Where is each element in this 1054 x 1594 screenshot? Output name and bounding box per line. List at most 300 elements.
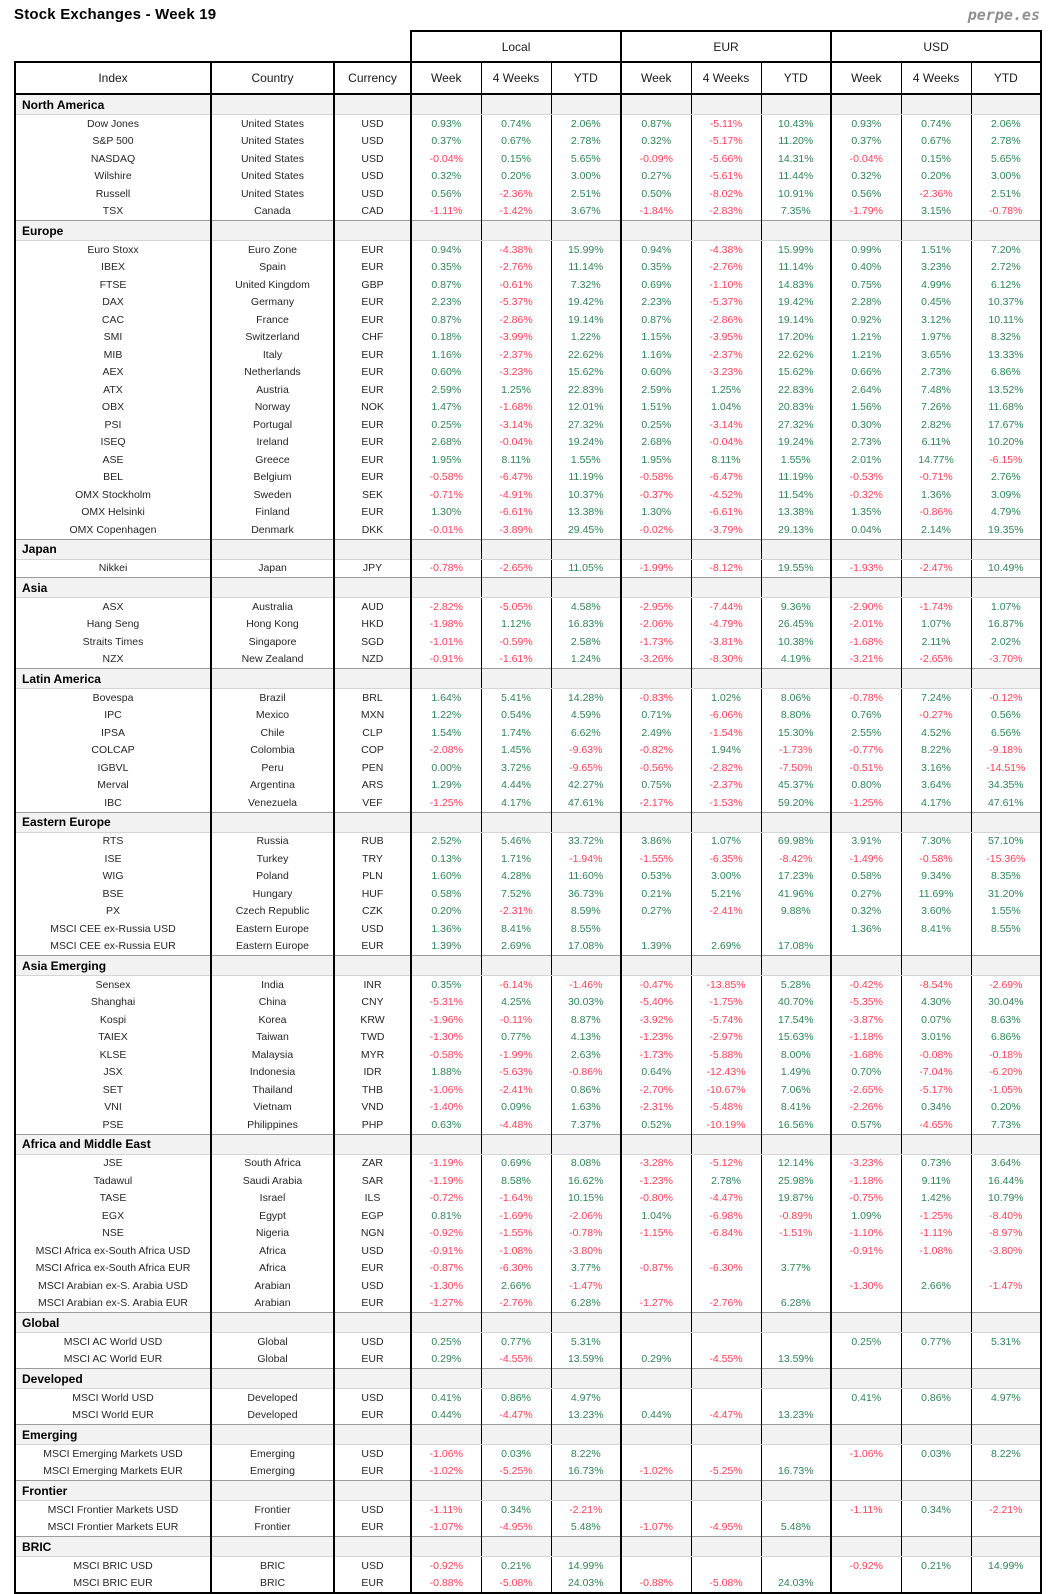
value-cell: 17.08% [761, 938, 831, 956]
value-cell: 0.71% [621, 707, 691, 725]
value-cell: 0.67% [481, 133, 551, 151]
currency-cell: EUR [334, 259, 411, 277]
value-cell: -0.77% [831, 742, 901, 760]
country-cell: Ireland [211, 434, 334, 452]
value-cell: 2.06% [551, 115, 621, 133]
currency-cell: HKD [334, 616, 411, 634]
index-cell: IPC [15, 707, 211, 725]
value-cell: -3.14% [481, 416, 551, 434]
currency-cell: EUR [334, 364, 411, 382]
section-title: Developed [15, 1369, 211, 1389]
value-cell: 2.28% [831, 294, 901, 312]
value-cell [621, 1501, 691, 1519]
value-cell: 8.00% [761, 1046, 831, 1064]
section-cell [691, 539, 761, 559]
table-row [15, 364, 1041, 382]
section-cell [621, 578, 691, 598]
value-cell: -0.80% [621, 1190, 691, 1208]
value-cell [901, 1295, 971, 1313]
value-cell: 3.77% [551, 1260, 621, 1278]
table-row [15, 651, 1041, 669]
value-cell: -8.40% [971, 1207, 1041, 1225]
value-cell: 7.48% [901, 381, 971, 399]
section-cell [481, 812, 551, 832]
value-cell: 0.03% [901, 1445, 971, 1463]
currency-cell: EGP [334, 1207, 411, 1225]
country-cell: Frontier [211, 1501, 334, 1519]
section-cell [334, 1369, 411, 1389]
index-cell: KLSE [15, 1046, 211, 1064]
country-cell: United States [211, 150, 334, 168]
value-cell: -8.30% [691, 651, 761, 669]
value-cell: 5.65% [971, 150, 1041, 168]
currency-cell: PEN [334, 759, 411, 777]
index-cell: OMX Stockholm [15, 486, 211, 504]
value-cell: -2.86% [481, 311, 551, 329]
table-row [15, 1295, 1041, 1313]
section-cell [481, 1425, 551, 1445]
value-cell: -0.86% [551, 1064, 621, 1082]
value-cell: 0.29% [411, 1351, 481, 1369]
section-cell [901, 578, 971, 598]
value-cell: 1.04% [621, 1207, 691, 1225]
value-cell: 10.11% [971, 311, 1041, 329]
value-cell [901, 1260, 971, 1278]
country-cell: Austria [211, 381, 334, 399]
value-cell: 19.87% [761, 1190, 831, 1208]
value-cell: 1.39% [411, 938, 481, 956]
country-cell: Developed [211, 1389, 334, 1407]
value-cell: 19.55% [761, 559, 831, 578]
value-cell: -4.48% [481, 1116, 551, 1134]
section-cell [551, 1134, 621, 1154]
value-cell: 9.11% [901, 1172, 971, 1190]
value-cell [621, 1333, 691, 1351]
table-row [15, 1046, 1041, 1064]
value-cell: 13.59% [551, 1351, 621, 1369]
index-cell: FTSE [15, 276, 211, 294]
value-cell: 5.41% [481, 689, 551, 707]
value-cell: -2.41% [691, 903, 761, 921]
value-cell: -0.58% [411, 469, 481, 487]
value-cell: 11.60% [551, 868, 621, 886]
value-cell: -3.80% [971, 1242, 1041, 1260]
country-cell: Korea [211, 1011, 334, 1029]
section-cell [761, 94, 831, 115]
section-cell [481, 1481, 551, 1501]
value-cell [971, 1351, 1041, 1369]
value-cell: -2.17% [621, 794, 691, 812]
value-cell: -2.37% [481, 346, 551, 364]
value-cell: -3.87% [831, 1011, 901, 1029]
value-cell: 34.35% [971, 777, 1041, 795]
value-cell: 5.21% [691, 885, 761, 903]
country-cell: Arabian [211, 1295, 334, 1313]
country-cell: United Kingdom [211, 276, 334, 294]
value-cell: 3.91% [831, 832, 901, 850]
section-cell [334, 1481, 411, 1501]
value-cell: 25.98% [761, 1172, 831, 1190]
value-cell: 8.55% [551, 920, 621, 938]
value-cell: -3.79% [691, 521, 761, 539]
value-cell: -1.68% [831, 633, 901, 651]
value-cell: 0.99% [831, 241, 901, 259]
index-cell: Hang Seng [15, 616, 211, 634]
value-cell: 0.58% [411, 885, 481, 903]
index-cell: IGBVL [15, 759, 211, 777]
value-cell: 8.41% [481, 920, 551, 938]
value-cell: 0.27% [831, 885, 901, 903]
value-cell: -3.23% [831, 1154, 901, 1172]
value-cell: -1.25% [411, 794, 481, 812]
section-cell [691, 1369, 761, 1389]
currency-cell: INR [334, 976, 411, 994]
value-cell [621, 1242, 691, 1260]
value-cell: 2.59% [411, 381, 481, 399]
table-row [15, 504, 1041, 522]
section-cell [411, 539, 481, 559]
value-cell: -6.61% [481, 504, 551, 522]
country-cell: United States [211, 185, 334, 203]
table-row [15, 168, 1041, 186]
value-cell: -3.70% [971, 651, 1041, 669]
country-cell: Saudi Arabia [211, 1172, 334, 1190]
section-cell [334, 812, 411, 832]
value-cell: 16.56% [761, 1116, 831, 1134]
table-row [15, 329, 1041, 347]
value-cell: 14.99% [971, 1557, 1041, 1575]
value-cell: 36.73% [551, 885, 621, 903]
section-cell [691, 1425, 761, 1445]
value-cell: -10.19% [691, 1116, 761, 1134]
value-cell: -0.42% [831, 976, 901, 994]
section-cell [761, 669, 831, 689]
value-cell: 22.62% [761, 346, 831, 364]
value-cell: 1.56% [831, 399, 901, 417]
section-cell [334, 1134, 411, 1154]
table-row [15, 1116, 1041, 1134]
value-cell: 1.22% [411, 707, 481, 725]
section-title: Eastern Europe [15, 812, 211, 832]
value-cell: 6.11% [901, 434, 971, 452]
value-cell: 6.28% [761, 1295, 831, 1313]
value-cell: -14.51% [971, 759, 1041, 777]
value-cell: -2.01% [831, 616, 901, 634]
section-cell [551, 221, 621, 241]
currency-cell: NGN [334, 1225, 411, 1243]
section-row [15, 94, 1041, 115]
table-row [15, 885, 1041, 903]
value-cell: 0.37% [411, 133, 481, 151]
value-cell: 2.58% [551, 633, 621, 651]
value-cell: -1.73% [621, 1046, 691, 1064]
value-cell [971, 1407, 1041, 1425]
section-cell [971, 1425, 1041, 1445]
value-cell: 7.32% [551, 276, 621, 294]
currency-cell: USD [334, 1445, 411, 1463]
currency-cell: EUR [334, 938, 411, 956]
value-cell: -6.06% [691, 707, 761, 725]
country-cell: Canada [211, 203, 334, 221]
value-cell: -9.63% [551, 742, 621, 760]
currency-cell: GBP [334, 276, 411, 294]
country-cell: South Africa [211, 1154, 334, 1172]
table-row [15, 920, 1041, 938]
section-title: Europe [15, 221, 211, 241]
index-cell: Nikkei [15, 559, 211, 578]
country-cell: Denmark [211, 521, 334, 539]
currency-cell: CHF [334, 329, 411, 347]
value-cell: -1.47% [551, 1277, 621, 1295]
value-cell: -0.78% [551, 1225, 621, 1243]
value-cell: 2.63% [551, 1046, 621, 1064]
value-cell: 19.24% [551, 434, 621, 452]
value-cell: -0.08% [901, 1046, 971, 1064]
section-cell [761, 1313, 831, 1333]
value-cell: 3.23% [901, 259, 971, 277]
value-cell: 0.56% [411, 185, 481, 203]
value-cell: -1.07% [621, 1519, 691, 1537]
value-cell: -15.36% [971, 850, 1041, 868]
value-cell: 1.95% [621, 451, 691, 469]
value-cell: 7.20% [971, 241, 1041, 259]
value-cell: -0.04% [411, 150, 481, 168]
value-cell: 7.24% [901, 689, 971, 707]
value-cell: -0.78% [831, 689, 901, 707]
value-cell: 0.87% [621, 115, 691, 133]
country-cell: Global [211, 1351, 334, 1369]
value-cell: 5.31% [971, 1333, 1041, 1351]
value-cell: 7.06% [761, 1081, 831, 1099]
value-cell: -2.97% [691, 1029, 761, 1047]
value-cell: 11.14% [761, 259, 831, 277]
section-cell [831, 221, 901, 241]
value-cell: 2.68% [411, 434, 481, 452]
index-cell: Wilshire [15, 168, 211, 186]
value-cell: 1.30% [621, 504, 691, 522]
site-logo[interactable]: perpe.es [967, 6, 1040, 24]
country-cell: Peru [211, 759, 334, 777]
value-cell: 0.92% [831, 311, 901, 329]
section-cell [551, 812, 621, 832]
value-cell: -0.58% [621, 469, 691, 487]
table-row [15, 241, 1041, 259]
value-cell: 2.78% [551, 133, 621, 151]
index-cell: EGX [15, 1207, 211, 1225]
section-row [15, 1425, 1041, 1445]
value-cell: -5.66% [691, 150, 761, 168]
value-cell: 0.87% [621, 311, 691, 329]
table-row [15, 868, 1041, 886]
value-cell: -0.11% [481, 1011, 551, 1029]
value-cell: -8.02% [691, 185, 761, 203]
value-cell: 13.33% [971, 346, 1041, 364]
value-cell: -6.30% [481, 1260, 551, 1278]
value-cell: 1.25% [481, 381, 551, 399]
value-cell: -9.18% [971, 742, 1041, 760]
value-cell: -0.88% [621, 1575, 691, 1594]
value-cell [761, 1242, 831, 1260]
country-cell: United States [211, 168, 334, 186]
value-cell: -2.76% [481, 1295, 551, 1313]
index-cell: ISE [15, 850, 211, 868]
value-cell: -1.40% [411, 1099, 481, 1117]
value-cell: 4.17% [481, 794, 551, 812]
value-cell: 1.16% [411, 346, 481, 364]
value-cell: 16.87% [971, 616, 1041, 634]
table-row [15, 1207, 1041, 1225]
value-cell: -2.47% [901, 559, 971, 578]
value-cell: 29.13% [761, 521, 831, 539]
section-cell [831, 1134, 901, 1154]
section-cell [691, 669, 761, 689]
value-cell: 1.71% [481, 850, 551, 868]
value-cell: 0.00% [411, 759, 481, 777]
country-cell: Emerging [211, 1445, 334, 1463]
currency-cell: RUB [334, 832, 411, 850]
value-cell: -13.85% [691, 976, 761, 994]
value-cell: 0.34% [901, 1501, 971, 1519]
value-cell: 0.25% [411, 416, 481, 434]
value-cell: 0.60% [411, 364, 481, 382]
section-cell [551, 1313, 621, 1333]
country-cell: Euro Zone [211, 241, 334, 259]
section-cell [334, 1537, 411, 1557]
value-cell: -5.40% [621, 994, 691, 1012]
value-cell: -3.14% [691, 416, 761, 434]
value-cell: 0.32% [621, 133, 691, 151]
value-cell: -0.87% [621, 1260, 691, 1278]
section-cell [411, 1134, 481, 1154]
value-cell: -4.55% [481, 1351, 551, 1369]
index-cell: ISEQ [15, 434, 211, 452]
section-cell [761, 539, 831, 559]
table-row [15, 381, 1041, 399]
value-cell: 1.35% [831, 504, 901, 522]
value-cell [761, 920, 831, 938]
value-cell: 0.94% [621, 241, 691, 259]
value-cell: 0.77% [481, 1333, 551, 1351]
value-cell: 3.72% [481, 759, 551, 777]
value-cell: -2.86% [691, 311, 761, 329]
value-cell: 12.14% [761, 1154, 831, 1172]
value-cell [761, 1333, 831, 1351]
currency-cell: USD [334, 185, 411, 203]
value-cell: 0.77% [901, 1333, 971, 1351]
value-cell: -4.79% [691, 616, 761, 634]
value-cell: -1.07% [411, 1519, 481, 1537]
value-cell: -0.09% [621, 150, 691, 168]
table-row [15, 1445, 1041, 1463]
section-cell [334, 669, 411, 689]
value-cell: 24.03% [551, 1575, 621, 1594]
section-cell [901, 1481, 971, 1501]
index-cell: OBX [15, 399, 211, 417]
value-cell: 47.61% [971, 794, 1041, 812]
value-cell: 17.54% [761, 1011, 831, 1029]
currency-cell: KRW [334, 1011, 411, 1029]
value-cell: 0.87% [411, 311, 481, 329]
value-cell: 1.55% [971, 903, 1041, 921]
section-cell [211, 94, 334, 115]
index-cell: MSCI Arabian ex-S. Arabia EUR [15, 1295, 211, 1313]
table-row [15, 1389, 1041, 1407]
table-row [15, 1154, 1041, 1172]
value-cell: -1.46% [551, 976, 621, 994]
section-cell [901, 1313, 971, 1333]
index-cell: Tadawul [15, 1172, 211, 1190]
value-cell: -1.27% [411, 1295, 481, 1313]
value-cell: -6.98% [691, 1207, 761, 1225]
index-cell: JSE [15, 1154, 211, 1172]
value-cell: 0.58% [831, 868, 901, 886]
table-row [15, 311, 1041, 329]
currency-cell: CNY [334, 994, 411, 1012]
table-row [15, 150, 1041, 168]
index-cell: VNI [15, 1099, 211, 1117]
value-cell: -5.63% [481, 1064, 551, 1082]
value-cell: 0.56% [971, 707, 1041, 725]
section-cell [411, 956, 481, 976]
currency-cell: ARS [334, 777, 411, 795]
value-cell: -5.37% [691, 294, 761, 312]
value-cell: 19.24% [761, 434, 831, 452]
section-cell [621, 1537, 691, 1557]
value-cell: 1.07% [691, 832, 761, 850]
section-cell [411, 1425, 481, 1445]
table-row [15, 832, 1041, 850]
value-cell: 3.64% [901, 777, 971, 795]
country-cell: New Zealand [211, 651, 334, 669]
section-cell [211, 1537, 334, 1557]
country-cell: Greece [211, 451, 334, 469]
value-cell: -2.70% [621, 1081, 691, 1099]
section-cell [971, 578, 1041, 598]
value-cell: -1.99% [481, 1046, 551, 1064]
value-cell: 11.19% [551, 469, 621, 487]
value-cell: -2.82% [691, 759, 761, 777]
section-cell [211, 669, 334, 689]
value-cell: 4.13% [551, 1029, 621, 1047]
value-cell: 1.64% [411, 689, 481, 707]
section-cell [481, 1537, 551, 1557]
value-cell: 2.64% [831, 381, 901, 399]
currency-cell: USD [334, 168, 411, 186]
section-cell [901, 956, 971, 976]
value-cell: 0.94% [411, 241, 481, 259]
value-cell: 0.93% [411, 115, 481, 133]
table-row [15, 850, 1041, 868]
value-cell: 3.15% [901, 203, 971, 221]
table-row [15, 1277, 1041, 1295]
value-cell: -1.02% [621, 1463, 691, 1481]
table-row [15, 115, 1041, 133]
value-cell: 2.78% [691, 1172, 761, 1190]
table-row [15, 203, 1041, 221]
value-cell: -0.18% [971, 1046, 1041, 1064]
value-cell: 16.73% [761, 1463, 831, 1481]
value-cell: -0.78% [411, 559, 481, 578]
value-cell: 13.38% [551, 504, 621, 522]
section-cell [621, 94, 691, 115]
country-cell: Belgium [211, 469, 334, 487]
value-cell: 5.28% [761, 976, 831, 994]
value-cell: 9.36% [761, 598, 831, 616]
column-header-row [15, 62, 1041, 94]
value-cell: -4.38% [691, 241, 761, 259]
value-cell: -2.76% [481, 259, 551, 277]
value-cell: -1.61% [481, 651, 551, 669]
